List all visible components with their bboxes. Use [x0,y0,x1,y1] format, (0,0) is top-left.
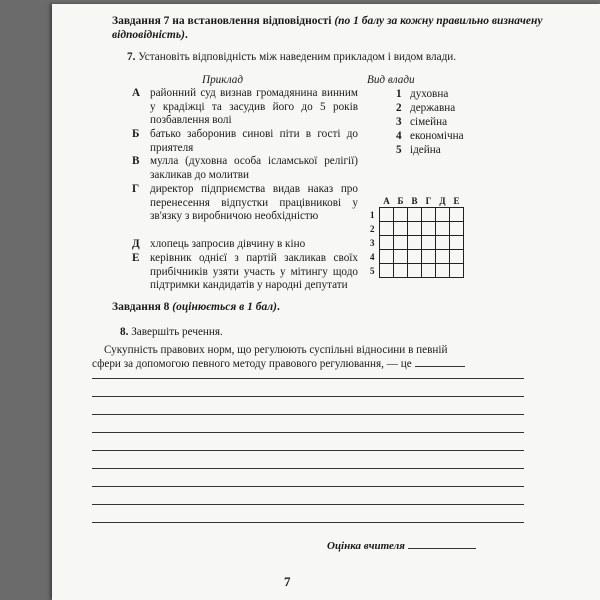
example-text: мулла (духовна особа ісламської релігії) закликав до молитви [150,155,358,181]
grid-cell[interactable] [394,264,408,278]
grid-row-header: 1 [370,209,375,220]
grid-cell[interactable] [394,222,408,236]
grid-cell[interactable] [394,208,408,222]
answer-grid [370,194,464,278]
sentence-line-2 [92,358,532,372]
page-number: 7 [284,574,291,589]
example-text: директор підприємства видав наказ про перенесення відпустки працівникові у зв'язку з виробничою необхідністю [150,183,358,223]
task8-number: 8. [120,326,129,338]
example-letter: Д [132,238,140,250]
answer-line[interactable] [92,432,524,433]
grid-cell[interactable] [408,236,422,250]
answer-line[interactable] [92,468,524,469]
power-number: 4 [396,130,402,142]
example-letter: Е [132,252,140,264]
task7-heading-bold: Завдання 7 на встановлення відповідності [112,15,332,27]
grid-cell[interactable] [450,208,464,222]
task8-question-text: Завершіть речення. [131,326,223,338]
workbook-page [52,4,600,600]
grid-cell[interactable] [408,208,422,222]
task7-question-text: Установіть відповідність між наведеним прикладом і видом влади. [138,51,457,63]
grid-cell[interactable] [380,264,394,278]
grid-col-header: Б [397,195,404,206]
grid-cell[interactable] [380,250,394,264]
grid-row-header: 3 [370,237,375,248]
example-letter: В [132,155,140,167]
grid-cell[interactable] [450,222,464,236]
grid-cell[interactable] [380,208,394,222]
teacher-grade-blank[interactable] [408,548,476,549]
task8-heading-bold: Завдання 8 [112,301,170,313]
answer-line[interactable] [92,396,524,397]
answer-line[interactable] [92,522,524,523]
grid-cell[interactable] [422,236,436,250]
power-label: державна [410,102,456,114]
sentence-line-2-text: сфери за допомогою певного методу правового регулювання, — це [92,358,412,370]
answer-line[interactable] [92,414,524,415]
sentence-line-1: Сукупність правових норм, що регулюють суспільні відносини в певній [104,344,448,356]
grid-col-header: Г [425,195,432,206]
power-number: 2 [396,102,402,114]
example-text: хлопець запросив дівчину в кіно [150,238,306,250]
power-label: духовна [410,88,449,100]
task8-heading-end: . [276,301,280,313]
grid-col-header: Д [439,195,446,206]
grid-cell[interactable] [422,222,436,236]
task7-heading-italic: (по 1 балу за кожну правильно визначену відповідність) [112,15,543,41]
example-text: батько заборонив синові піти в гості до приятеля [150,128,358,154]
grid-col-header: Е [453,195,460,206]
grid-cell[interactable] [380,222,394,236]
power-number: 5 [396,144,402,156]
grid-cell[interactable] [422,208,436,222]
example-text: районний суд визнав громадянина винним у крадіжці та засудив його до 5 років позбавлення волі [150,87,358,127]
example-text: керівник однієї з партій закликав своїх прибічників узяти участь у мітингу щодо підтримки кандидатів у народні депутати [150,252,358,292]
grid-cell[interactable] [436,222,450,236]
grid-cell[interactable] [408,250,422,264]
grid-cell[interactable] [436,236,450,250]
grid-cell[interactable] [450,236,464,250]
grid-cell[interactable] [394,236,408,250]
grid-cell[interactable] [408,264,422,278]
task8-heading-italic: (оцінюється в 1 бал) [172,301,277,313]
power-number: 1 [396,88,402,100]
example-letter: Б [132,128,140,140]
power-label: сімейна [410,116,448,128]
grid-row-header: 4 [370,251,375,262]
power-label: ідейна [410,144,441,156]
example-letter: А [132,87,141,99]
grid-col-header: А [383,195,390,206]
task8-question [120,326,223,340]
grid-col-header: В [411,195,418,206]
example-letter: Г [132,183,140,195]
task7-question [127,51,567,65]
power-number: 3 [396,116,402,128]
task8-heading [112,301,280,315]
answer-line[interactable] [92,486,524,487]
grid-cell[interactable] [422,264,436,278]
grid-row-header: 5 [370,265,375,276]
grid-cell[interactable] [422,250,436,264]
answer-line[interactable] [92,450,524,451]
task7-heading [112,14,552,42]
grid-cell[interactable] [408,222,422,236]
grid-cell[interactable] [394,250,408,264]
teacher-grade [327,540,476,554]
examples-column-heading: Приклад [202,74,243,86]
power-label: економічна [410,130,464,142]
teacher-grade-label: Оцінка вчителя [327,540,405,552]
answer-line[interactable] [92,504,524,505]
grid-cell[interactable] [436,250,450,264]
answer-blank[interactable] [415,366,465,367]
powers-column-heading: Вид влади [367,74,415,86]
answer-line[interactable] [92,378,524,379]
grid-cell[interactable] [450,264,464,278]
grid-cell[interactable] [380,236,394,250]
task7-number: 7. [127,51,136,63]
task7-heading-end: . [184,29,188,41]
grid-cell[interactable] [450,250,464,264]
grid-cell[interactable] [436,208,450,222]
grid-row-header: 2 [370,223,375,234]
grid-cell[interactable] [436,264,450,278]
